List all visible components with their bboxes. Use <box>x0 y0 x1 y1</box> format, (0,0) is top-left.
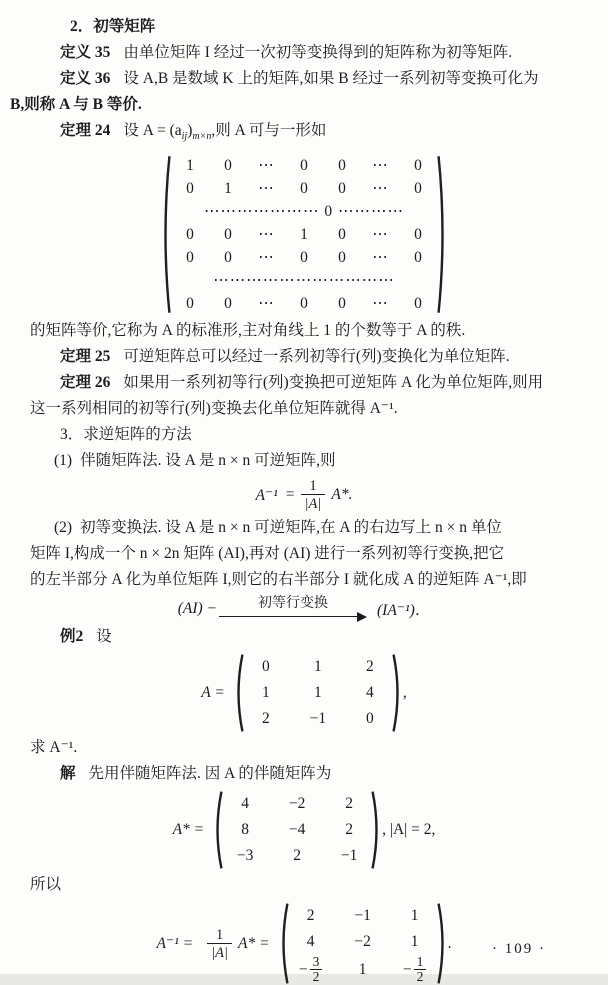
matrix-cell: −1 <box>340 847 358 865</box>
method-2-label: (2) <box>54 519 73 537</box>
theorem-24-pre: 设 A = (a <box>123 122 182 139</box>
matrix-cell: 0 <box>300 180 308 198</box>
matrix-A-inverse-grid <box>289 902 437 985</box>
definition-36-text-1: 设 A,B 是数域 K 上的矩阵,如果 B 经过一系列初等变换可化为 <box>123 70 539 87</box>
minus-sign: − <box>298 960 308 978</box>
subsection-3-title: 3．求逆矩阵的方法 <box>60 426 192 444</box>
standard-form-matrix <box>160 153 448 316</box>
arrow-formula-rhs: (IA⁻¹)． <box>377 601 431 619</box>
method-1-text: 伴随矩阵法. 设 A 是 n × n 可逆矩阵,则 <box>80 452 336 470</box>
matrix-cell: −2 <box>354 933 371 951</box>
method-2-text-3: 的左半部分 A 化为单位矩阵 I,则它的右半部分 I 就化成 A 的逆矩阵 A⁻¹,即 <box>30 571 527 589</box>
matrix-A <box>233 653 403 733</box>
arrow-formula-lhs: (AI) − <box>177 599 217 617</box>
fraction-numerator: 1 <box>309 478 317 495</box>
equals-sign: = <box>285 486 295 504</box>
matrix-cell: ⋯ <box>258 226 274 244</box>
method-2-line1 <box>30 515 578 541</box>
standard-form-matrix-block <box>30 153 578 316</box>
matrix-cell: ⋯ <box>372 180 388 198</box>
matrix-cell-fraction <box>400 955 430 984</box>
theorem-24-subscript-mxn: m×n <box>192 131 212 143</box>
matrix-cell: 0 <box>414 249 422 267</box>
therefore-text: 所以 <box>30 876 62 894</box>
determinant-value: , |A| = 2, <box>382 821 436 839</box>
matrix-cell: −3 <box>236 847 254 865</box>
matrix-cell: 0 <box>224 249 232 267</box>
matrix-A-tail: , <box>402 684 407 702</box>
matrix-cell: 0 <box>300 295 308 313</box>
matrix-cell: ⋯ <box>258 295 274 313</box>
definition-36-label: 定义 36 <box>60 70 111 87</box>
matrix-cell: 0 <box>338 157 346 175</box>
matrix-cell: 2 <box>261 710 270 728</box>
matrix-cell: −1 <box>354 907 371 925</box>
matrix-cell: 1 <box>313 684 322 702</box>
therefore-line <box>30 872 578 898</box>
theorem-26-line2 <box>30 396 578 422</box>
matrix-cell: −4 <box>288 821 306 839</box>
matrix-cell: ⋯ <box>372 157 388 175</box>
matrix-cell: 0 <box>414 295 422 313</box>
matrix-cell: 0 <box>186 180 194 198</box>
matrix-cell: ⋯ <box>258 157 274 175</box>
matrix-cell: 1 <box>410 907 419 925</box>
matrix-cell: 1 <box>261 684 270 702</box>
matrix-cell: 1 <box>186 157 194 175</box>
method-2-line3 <box>30 567 578 593</box>
matrix-cell: 2 <box>345 821 354 839</box>
standard-form-matrix-grid <box>171 153 437 316</box>
definition-35-text: 由单位矩阵 I 经过一次初等变换得到的矩阵称为初等矩阵. <box>123 44 513 61</box>
fraction-numerator: 3 <box>312 954 320 970</box>
example-2-label: 例2 <box>60 628 84 646</box>
matrix-cell: ⋯ <box>372 226 388 244</box>
matrix-cell: ⋯ <box>372 295 388 313</box>
matrix-cell: 2 <box>293 847 302 865</box>
matrix-cell: 0 <box>224 226 232 244</box>
definition-35-label: 定义 35 <box>60 44 111 61</box>
matrix-A-star <box>212 790 382 870</box>
minus-sign: − <box>402 960 412 978</box>
fraction-denominator: |A| <box>207 943 232 961</box>
fraction-denominator: 2 <box>310 969 323 984</box>
definition-35 <box>30 40 578 66</box>
method-2-text-1: 初等变换法. 设 A 是 n × n 可逆矩阵,在 A 的右边写上 n × n 单位 <box>80 519 502 537</box>
fraction-1-over-detA <box>207 927 232 961</box>
matrix-A-lhs: A = <box>201 684 225 702</box>
formula-rhs: A*. <box>331 486 353 504</box>
definition-36-text-2: B,则称 A 与 B 等价. <box>10 96 142 113</box>
matrix-cell: 0 <box>414 180 422 198</box>
theorem-25 <box>30 344 578 370</box>
matrix-A-inverse <box>278 902 448 985</box>
inverse-tail: . <box>447 934 452 952</box>
theorem-24 <box>30 118 578 150</box>
matrix-A-grid <box>244 653 392 733</box>
matrix-cell: 0 <box>224 157 232 175</box>
right-paren-icon <box>371 790 382 870</box>
matrix-cell: 1 <box>224 180 232 198</box>
theorem-24-label: 定理 24 <box>60 122 111 139</box>
theorem-26-text-2: 这一系列相同的初等行(列)变换去化单位矩阵就得 A⁻¹. <box>30 400 398 418</box>
matrix-cell: ⋯ <box>258 180 274 198</box>
matrix-cell: 2 <box>345 795 354 813</box>
matrix-cell: 2 <box>306 907 315 925</box>
matrix-cell: 0 <box>300 249 308 267</box>
matrix-cell: 0 <box>224 295 232 313</box>
theorem-24-mid: ) <box>187 122 193 139</box>
inverse-lhs: A⁻¹ = <box>156 935 194 953</box>
right-paren-icon <box>437 902 448 985</box>
subsection-heading-3 <box>30 422 578 448</box>
definition-36-line1 <box>30 66 578 92</box>
matrix-cell-fraction <box>296 955 326 984</box>
matrix-cell: −1 <box>309 710 327 728</box>
example-2-text: 设 <box>96 628 112 646</box>
matrix-cell: 1 <box>410 933 419 951</box>
left-paren-icon <box>233 653 244 733</box>
matrix-cell: 0 <box>365 710 374 728</box>
matrix-cell: ⋯ <box>372 249 388 267</box>
inverse-mid: A* = <box>238 934 270 952</box>
solution-label: 解 <box>60 765 76 783</box>
matrix-cell: 0 <box>414 226 422 244</box>
fraction-1-over-detA <box>301 478 326 512</box>
row-transform-formula <box>30 595 578 622</box>
method-1-label: (1) <box>54 452 73 470</box>
matrix-cell: 1 <box>313 658 322 676</box>
matrix-cell: 4 <box>306 933 315 951</box>
fraction-denominator: 2 <box>414 969 427 984</box>
theorem-25-label: 定理 25 <box>60 348 111 366</box>
fraction-1-over-2 <box>414 955 427 984</box>
matrix-cell: 1 <box>300 226 308 244</box>
page-number: · 109 · <box>492 941 546 957</box>
theorem-24-subscript-ij: ij <box>181 131 188 143</box>
theorem-26-line1 <box>30 370 578 396</box>
matrix-cell: 0 <box>186 249 194 267</box>
matrix-cell: 0 <box>338 180 346 198</box>
matrix-dots-row: ⋯⋯⋯⋯⋯⋯⋯ 0 ⋯⋯⋯⋯ <box>204 203 404 221</box>
example-2 <box>30 624 578 650</box>
left-paren-icon <box>160 153 171 316</box>
right-arrow-icon <box>219 612 367 622</box>
method-2-text-2: 矩阵 I,构成一个 n × 2n 矩阵 (AI),再对 (AI) 进行一系列初等行变换,把它 <box>30 545 505 563</box>
matrix-dots-row: ⋯⋯⋯⋯⋯⋯⋯⋯⋯⋯⋯ <box>213 272 395 290</box>
matrix-cell: 0 <box>300 157 308 175</box>
labeled-arrow <box>219 595 367 622</box>
solution-line <box>30 761 578 787</box>
formula-lhs: A⁻¹ <box>255 486 278 504</box>
theorem-25-text: 可逆矩阵总可以经过一系列初等行(列)变换化为单位矩阵. <box>123 348 510 366</box>
method-2-line2 <box>30 541 578 567</box>
theorem-24-post: ,则 A 可与一形如 <box>211 122 327 139</box>
right-paren-icon <box>437 153 448 316</box>
standard-form-note-text: 的矩阵等价,它称为 A 的标准形,主对角线上 1 的个数等于 A 的秩. <box>30 322 466 340</box>
matrix-cell: 0 <box>186 226 194 244</box>
matrix-cell: 0 <box>338 295 346 313</box>
matrix-cell: 0 <box>261 658 270 676</box>
adjoint-matrix-block <box>30 790 578 870</box>
left-paren-icon <box>212 790 223 870</box>
adjoint-matrix-lhs: A* = <box>172 821 205 839</box>
theorem-26-text-1: 如果用一系列初等行(列)变换把可逆矩阵 A 化为单位矩阵,则用 <box>123 374 544 392</box>
standard-form-note <box>30 318 578 344</box>
matrix-cell: 0 <box>186 295 194 313</box>
matrix-A-block <box>30 653 578 733</box>
matrix-cell: 0 <box>414 157 422 175</box>
fraction-numerator: 1 <box>416 954 424 970</box>
adjoint-formula <box>30 478 578 512</box>
method-1 <box>30 448 578 474</box>
arrow-label: 初等行变换 <box>258 596 328 612</box>
right-paren-icon <box>392 653 403 733</box>
matrix-A-star-grid <box>223 790 371 870</box>
subsection-2-title: 2．初等矩阵 <box>70 18 156 35</box>
matrix-cell: ⋯ <box>258 249 274 267</box>
subsection-heading-2 <box>30 14 578 40</box>
matrix-cell: 4 <box>365 684 374 702</box>
matrix-cell: −2 <box>288 795 306 813</box>
find-inverse-text: 求 A⁻¹. <box>30 739 78 757</box>
fraction-denominator: |A| <box>301 494 326 512</box>
theorem-26-label: 定理 26 <box>60 374 111 392</box>
matrix-cell: 0 <box>338 249 346 267</box>
fraction-3-over-2 <box>310 955 323 984</box>
matrix-cell: 8 <box>241 821 250 839</box>
find-inverse-line <box>30 735 578 761</box>
definition-36-line2 <box>10 92 578 118</box>
matrix-cell: 4 <box>241 795 250 813</box>
left-paren-icon <box>278 902 289 985</box>
matrix-cell: 1 <box>358 960 367 978</box>
fraction-numerator: 1 <box>215 926 224 943</box>
matrix-cell: 2 <box>365 658 374 676</box>
solution-text: 先用伴随矩阵法. 因 A 的伴随矩阵为 <box>88 765 332 783</box>
matrix-cell: 0 <box>338 226 346 244</box>
